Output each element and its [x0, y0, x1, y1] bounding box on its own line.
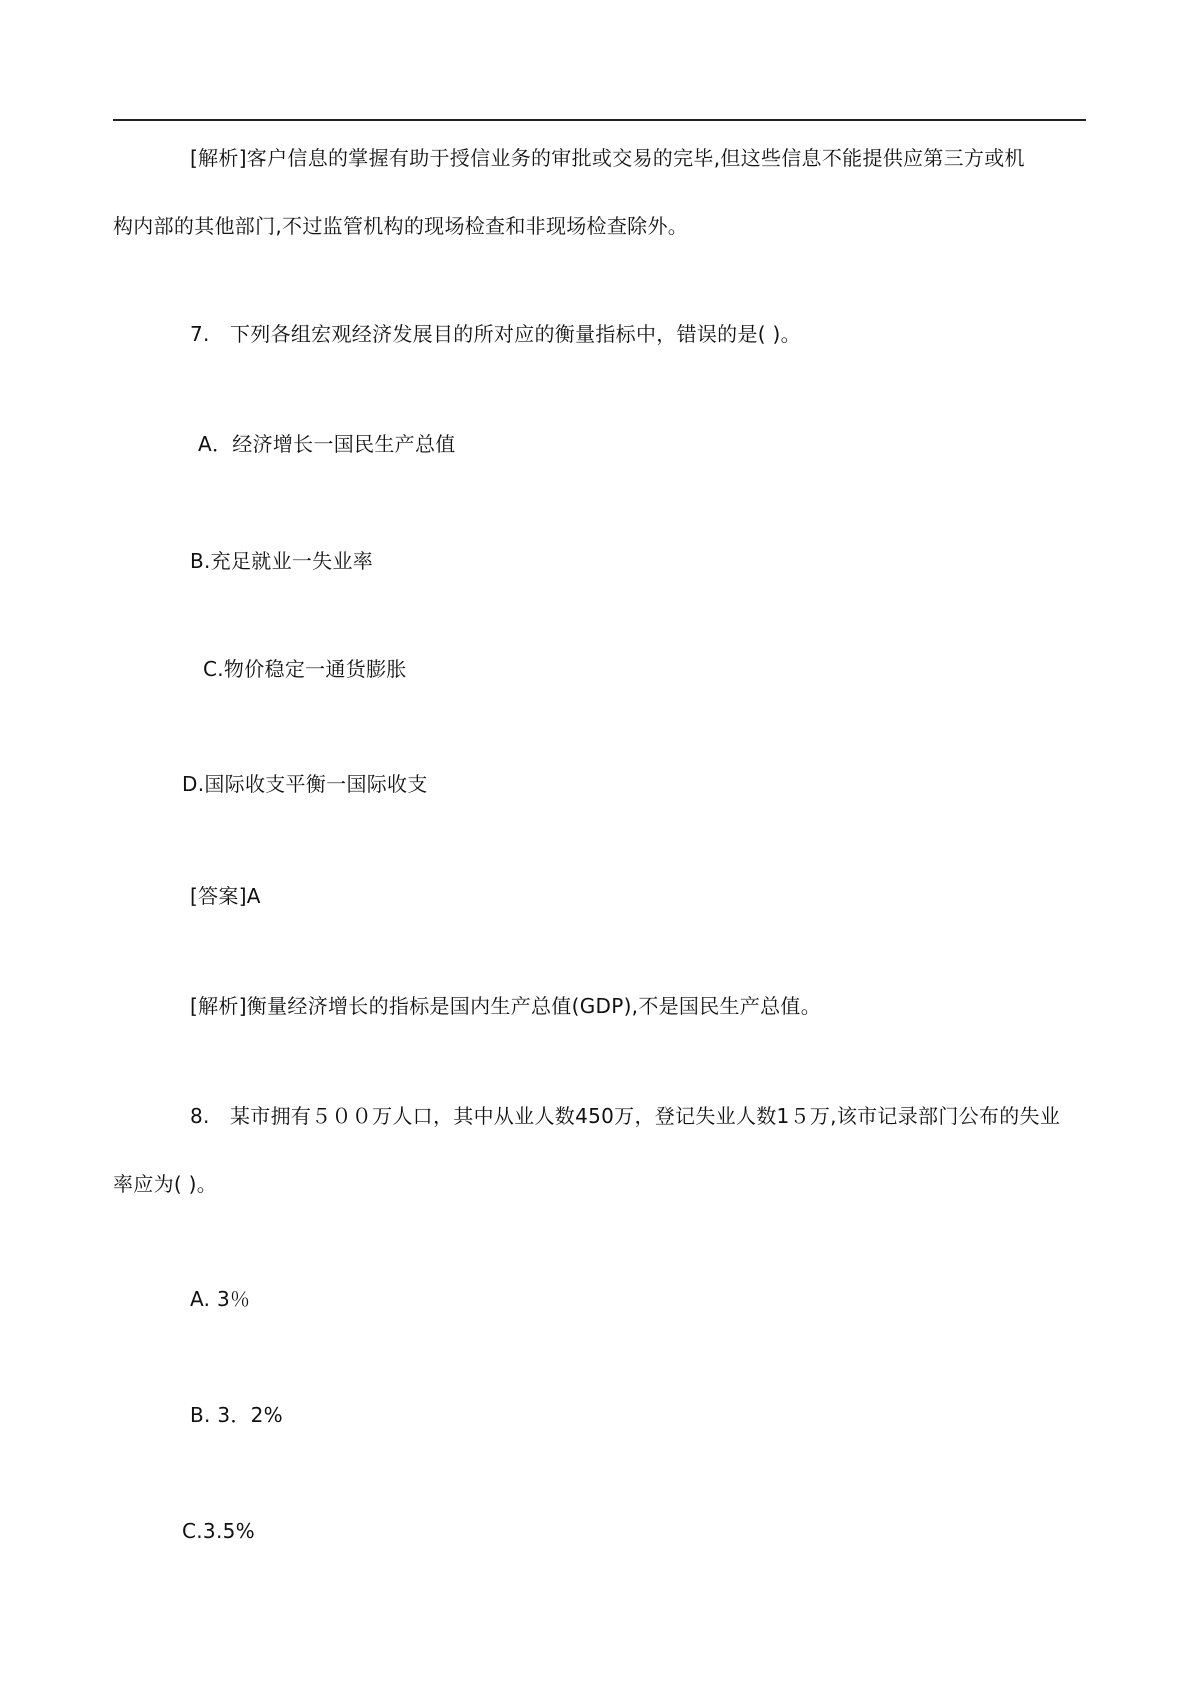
- question-8-stem-line-1: 8. 某市拥有５００万人口，其中从业人数450万，登记失业人数1５万,该市记录部门公布的失业: [190, 1104, 1061, 1128]
- question-7-answer: [答案]A: [190, 884, 261, 908]
- header-rule: [113, 119, 1086, 121]
- question-8-option-c: C.3.5%: [182, 1519, 255, 1543]
- question-7-option-d: D.国际收支平衡一国际收支: [182, 772, 428, 796]
- question-7-analysis: [解析]衡量经济增长的指标是国内生产总值(GDP),不是国民生产总值。: [190, 994, 822, 1018]
- analysis-text-line-1: [解析]客户信息的掌握有助于授信业务的审批或交易的完毕,但这些信息不能提供应第三方或机: [190, 146, 1025, 170]
- question-7-option-b: B.充足就业一失业率: [190, 549, 374, 573]
- analysis-text-line-2: 构内部的其他部门,不过监管机构的现场检查和非现场检查除外。: [113, 214, 689, 238]
- question-8-option-a: A. 3％: [190, 1287, 251, 1311]
- question-7-option-c: C.物价稳定一通货膨胀: [203, 657, 407, 681]
- question-8-stem-line-2: 率应为( )。: [113, 1172, 218, 1196]
- question-7-option-a: A．经济增长一国民生产总值: [198, 432, 456, 456]
- question-7-stem: 7. 下列各组宏观经济发展目的所对应的衡量指标中，错误的是( )。: [190, 322, 801, 346]
- question-8-option-b: B. 3．2%: [190, 1403, 283, 1427]
